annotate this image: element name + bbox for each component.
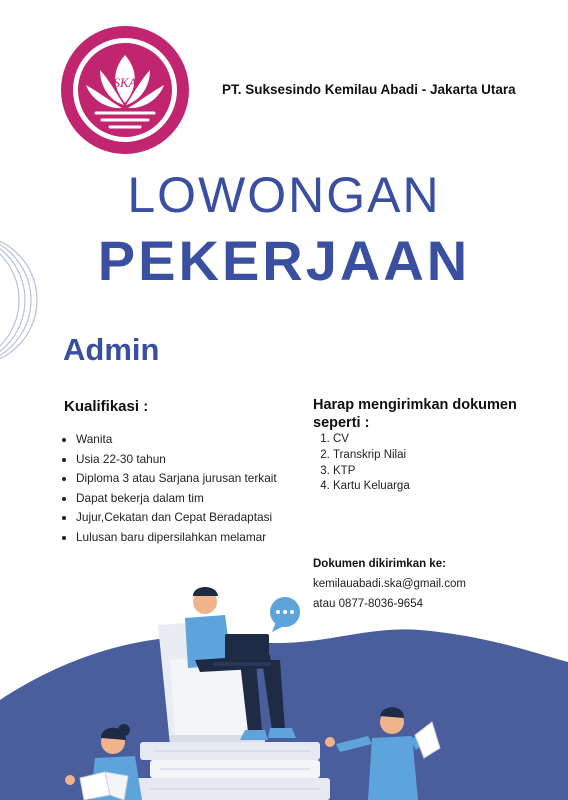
list-item: 2. Transkrip Nilai — [333, 448, 410, 464]
qualifications-heading: Kualifikasi : — [64, 398, 149, 415]
list-item: • Lulusan baru dipersilahkan melamar — [76, 528, 277, 548]
title-line-1: LOWONGAN — [127, 167, 441, 223]
title-line-2: PEKERJAAN — [97, 229, 471, 292]
man-with-book-figure — [325, 707, 440, 800]
documents-heading: Harap mengirimkan dokumen seperti : — [313, 397, 517, 431]
list-item: 3. KTP — [333, 464, 410, 480]
laptop-icon — [225, 634, 269, 662]
contact-heading: Dokumen dikirimkan ke: — [313, 558, 446, 570]
list-item: 4. Kartu Keluarga — [333, 479, 410, 495]
list-item: • Dapat bekerja dalam tim — [76, 489, 277, 509]
job-position: Admin — [63, 332, 160, 367]
book-stack — [135, 742, 330, 800]
woman-reading-figure — [65, 724, 142, 800]
company-logo — [60, 25, 190, 155]
company-name: PT. Suksesindo Kemilau Abadi - Jakarta Utara — [222, 82, 516, 97]
list-item: • Wanita — [76, 430, 277, 450]
documents-list — [305, 432, 410, 495]
contact-email[interactable]: kemilauabadi.ska@gmail.com — [313, 578, 466, 590]
contact-phone: atau 0877-8036-9654 — [313, 598, 423, 610]
wave-background — [0, 629, 568, 800]
qualifications-list — [58, 430, 277, 547]
armchair — [158, 622, 265, 748]
chat-bubble-icon — [270, 597, 300, 632]
logo-initials: SKA — [113, 75, 137, 90]
list-item: • Jujur,Cekatan dan Cepat Beradaptasi — [76, 508, 277, 528]
list-item: 1. CV — [333, 432, 410, 448]
man-with-laptop-figure — [185, 587, 296, 740]
list-item: • Diploma 3 atau Sarjana jurusan terkait — [76, 469, 277, 489]
list-item: • Usia 22-30 tahun — [76, 450, 277, 470]
